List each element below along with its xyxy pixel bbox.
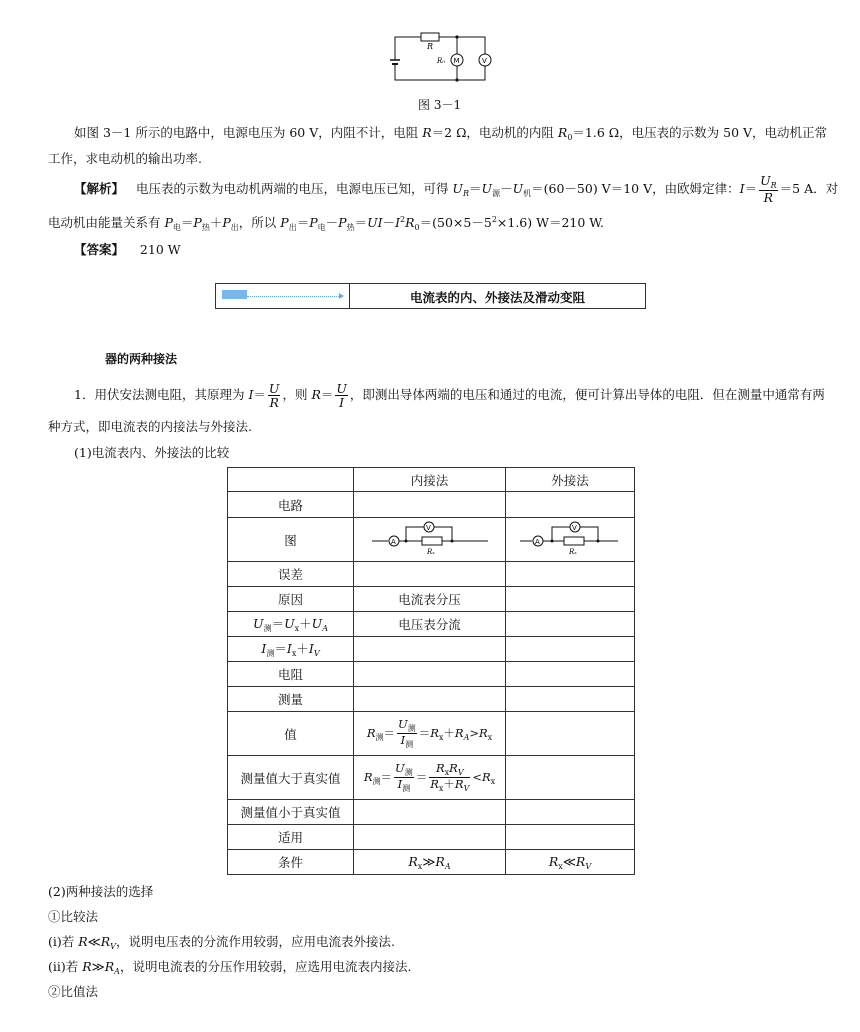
answer-line: 【答案】 210 W: [74, 242, 181, 257]
intro-line2: 种方式，即电流表的内接法与外接法.: [48, 419, 252, 434]
label-v: V: [482, 57, 487, 65]
outer-value-formula: $R_测=$ $\frac{U_测}{I_测}$ ＝ $\frac{R_xR_V}{R_x+R_V}$ $<R_x$: [354, 756, 506, 800]
table-cell: 电流表分压: [354, 587, 506, 612]
answer-value: 210 W: [139, 242, 181, 257]
table-row: [228, 712, 635, 756]
table-cell: 电阻: [228, 662, 354, 687]
table-header-outer: 外接法: [506, 468, 635, 492]
svg-text:V: V: [425, 524, 431, 532]
method-compare: ①比较法: [48, 909, 99, 924]
svg-text:Rₓ: Rₓ: [569, 548, 577, 556]
figure-caption: 图 3－1: [418, 98, 462, 112]
banner-tag-icon: [222, 290, 247, 299]
problem-line2: 工作，求电动机的输出功率.: [48, 151, 202, 166]
table-cell-formula: $U_测=U_x+U_A$: [228, 612, 354, 637]
table-row: [228, 662, 635, 687]
circuit-figure: [385, 30, 495, 90]
table-row: [228, 825, 635, 850]
table-cell: 测量值小于真实值: [228, 800, 354, 825]
table-cell: 图: [228, 518, 354, 562]
table-row: [228, 612, 635, 637]
table-cell: 测量: [228, 687, 354, 712]
case-i: (ⅰ)若 $R≪R_V$，说明电压表的分流作用较弱，应用电流表外接法.: [48, 934, 395, 951]
table-cell: [228, 468, 354, 492]
outer-circuit-cell: [506, 518, 635, 562]
choice-title: (2)两种接法的选择: [48, 884, 154, 899]
inner-circuit-diagram: [370, 519, 490, 557]
table-cell: 电路: [228, 492, 354, 518]
table-row: [228, 637, 635, 662]
table-cell: 误差: [228, 562, 354, 587]
table-row: [228, 518, 635, 562]
table-cell: 适用: [228, 825, 354, 850]
table-row: [228, 468, 635, 492]
outer-condition: $R_x≪R_V$: [506, 850, 635, 875]
section-heading: 器的两种接法: [105, 352, 178, 366]
svg-text:Rₓ: Rₓ: [426, 548, 435, 556]
svg-text:V: V: [572, 524, 577, 532]
table-cell: 条件: [228, 850, 354, 875]
table-row: [228, 492, 635, 518]
comparison-table: [227, 467, 635, 875]
label-r: R: [427, 42, 434, 51]
table-cell: 电压表分流: [354, 612, 506, 637]
analysis-line2: 电动机由能量关系有 $P_电=P_热+P_出$，所以 $P_出=P_电-P_热=UI-I^2R_0=(50\times 5-5^2\times 1.6)$ W＝210 W.: [48, 215, 604, 232]
banner-arrow: [247, 296, 341, 297]
section-banner: [215, 283, 646, 309]
table-cell: 原因: [228, 587, 354, 612]
banner-title: 电流表的内、外接法及滑动变阻: [409, 290, 585, 305]
table-row: [228, 687, 635, 712]
inner-circuit-cell: [354, 518, 506, 562]
label-m: M: [453, 57, 460, 65]
inner-value-formula: $R_测=$ $\frac{U_测}{I_测}$ $=R_x+R_A>R_x$: [354, 712, 506, 756]
table-header-inner: 内接法: [354, 468, 506, 492]
analysis-line1: 【解析】 电压表的示数为电动机两端的电压，电源电压已知，可得 $U_R=U_源-U_机=(60-50)$ V＝10 V，由欧姆定律：I＝ $\frac{U_R}{R}$ ＝5 A．对: [74, 173, 839, 206]
table-cell: 值: [228, 712, 354, 756]
svg-text:A: A: [535, 538, 540, 546]
table-cell: 测量值大于真实值: [228, 756, 354, 800]
table-row: [228, 587, 635, 612]
problem-line1: 如图 3－1 所示的电路中，电源电压为 60 V，内阻不计，电阻 R＝2 Ω，电动机的内阻 $R_0=1.6$ Ω，电压表的示数为 50 V，电动机正常: [74, 125, 828, 142]
label-r0: R₀: [437, 57, 446, 65]
table-row: [228, 562, 635, 587]
intro-line1: 1．用伏安法测电阻，其原理为 I＝ $\frac{U}{R}$ ，则 R＝ $\frac{U}{I}$ ，即测出导体两端的电压和通过的电流，便可计算出导体的电阻．但在测量中通常有两: [74, 381, 825, 411]
table-cell-formula: $I_测=I_x+I_V$: [228, 637, 354, 662]
subheading-compare: (1)电流表内、外接法的比较: [74, 445, 230, 460]
banner-left: [216, 284, 350, 308]
inner-condition: $R_x≫R_A$: [354, 850, 506, 875]
table-row: [228, 850, 635, 875]
svg-text:A: A: [390, 538, 396, 546]
table-row: [228, 800, 635, 825]
case-ii: (ⅱ)若 $R≫R_A$，说明电流表的分压作用较弱，应选用电流表内接法.: [48, 959, 412, 976]
banner-arrow-head: [339, 293, 344, 299]
outer-circuit-diagram: [520, 519, 620, 557]
table-row: [228, 756, 635, 800]
method-ratio: ②比值法: [48, 984, 99, 999]
